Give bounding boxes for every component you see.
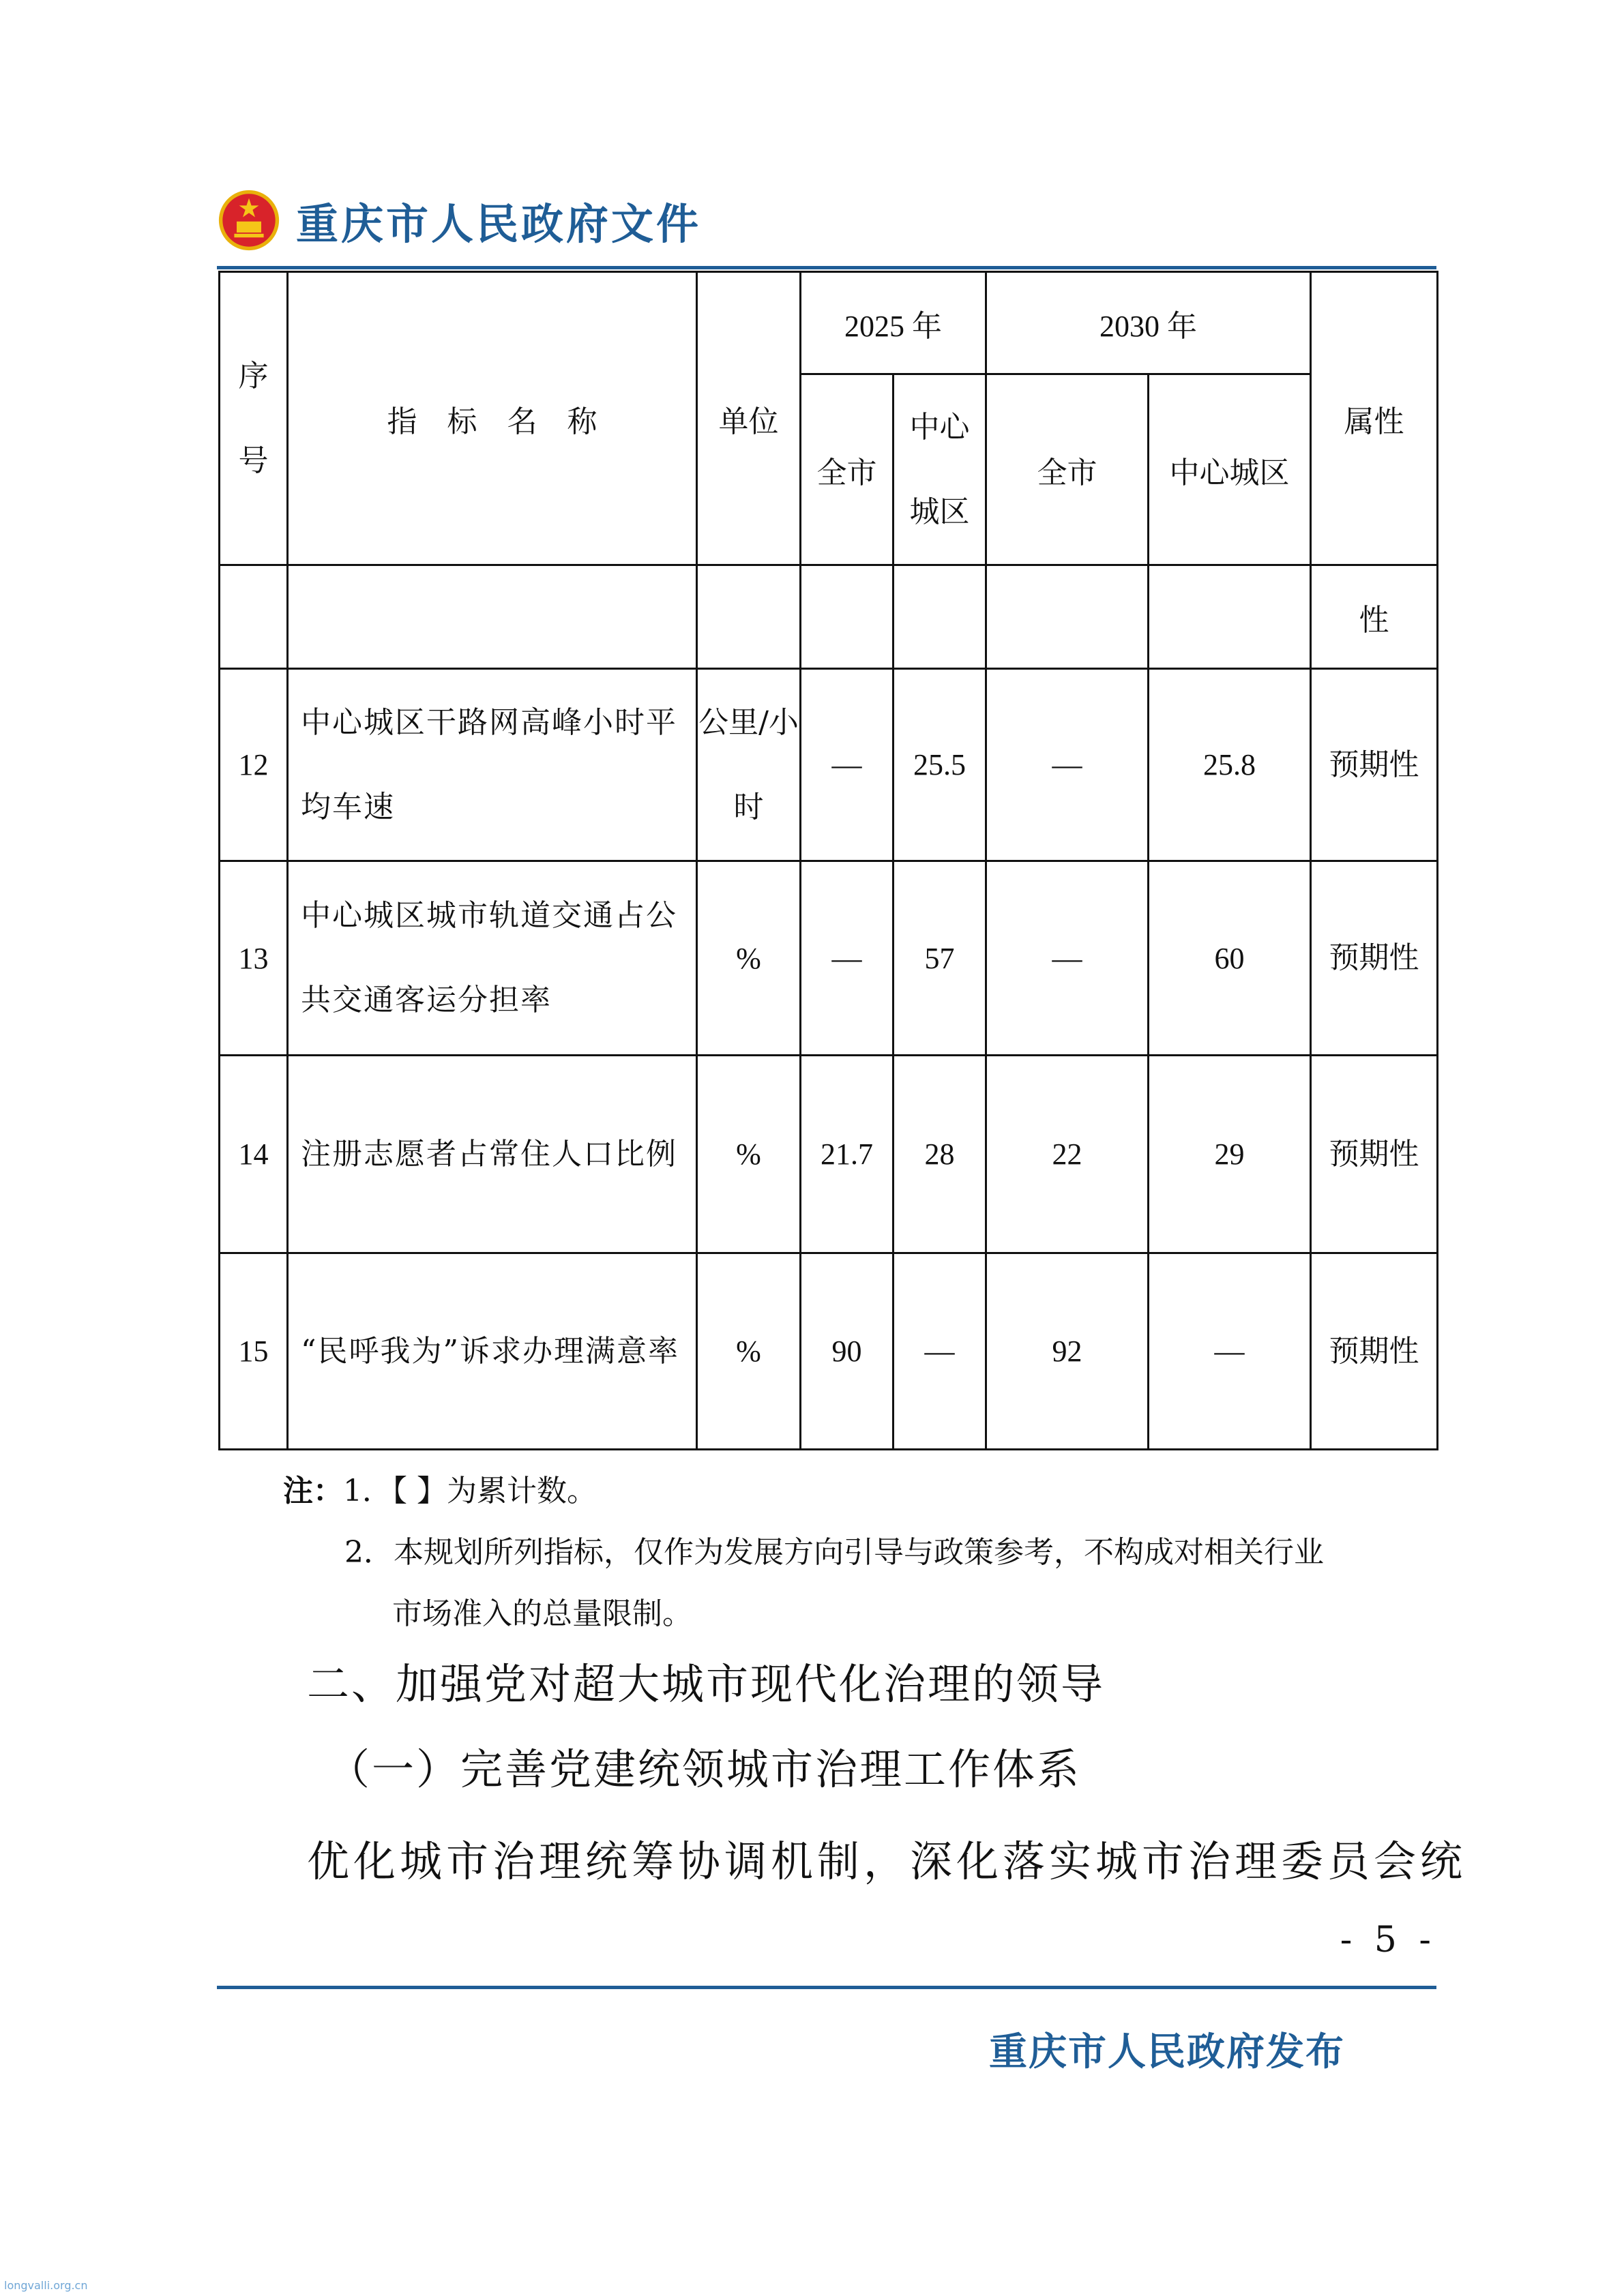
page-number: - 5 - <box>1340 1920 1436 1960</box>
section-heading: 二、加强党对超大城市现代化治理的领导 <box>307 1659 1106 1709</box>
table-row <box>220 669 1438 861</box>
row-seq: 12 <box>220 669 288 861</box>
header-2025-center: 中心 城区 <box>894 374 986 565</box>
note-2-cont: 市场准入的总量限制。 <box>392 1596 692 1631</box>
row-2025-all: — <box>801 669 894 861</box>
row-2025-all: 21.7 <box>801 1056 894 1253</box>
carry-over-row <box>220 565 1438 669</box>
row-2030-all: — <box>986 861 1149 1056</box>
row-2030-center: — <box>1149 1253 1311 1450</box>
indicator-table <box>218 271 1438 1450</box>
row-attr: 预期性 <box>1311 861 1438 1056</box>
header-2025-all: 全市 <box>801 374 894 565</box>
national-emblem-icon <box>218 190 280 251</box>
watermark: longvalli.org.cn <box>4 2279 88 2292</box>
row-2030-center: 25.8 <box>1149 669 1311 861</box>
note-1-text: 1．【 】为累计数。 <box>343 1474 597 1508</box>
table-row <box>220 1253 1438 1450</box>
header-title: 重庆市人民政府文件 <box>296 198 702 249</box>
row-name: 注册志愿者占常住人口比例 <box>288 1056 697 1253</box>
document-header <box>218 183 701 258</box>
row-attr: 预期性 <box>1311 1253 1438 1450</box>
row-2030-all: 22 <box>986 1056 1149 1253</box>
note-2: 2．本规划所列指标，仅作为发展方向引导与政策参考，不构成对相关行业 <box>344 1535 1324 1570</box>
row-unit: 公里/小时 <box>697 669 801 861</box>
header-unit: 单位 <box>697 272 801 565</box>
row-unit: % <box>697 1056 801 1253</box>
row-2030-all: 92 <box>986 1253 1149 1450</box>
header-2030: 2030 年 <box>986 272 1311 374</box>
row-2030-center: 29 <box>1149 1056 1311 1253</box>
footer-rule <box>217 1986 1436 1989</box>
row-2030-center: 60 <box>1149 861 1311 1056</box>
row-2025-all: — <box>801 861 894 1056</box>
row-unit: % <box>697 1253 801 1450</box>
row-name: 中心城区干路网高峰小时平均车速 <box>288 669 697 861</box>
row-2025-center: 57 <box>894 861 986 1056</box>
row-2025-all: 90 <box>801 1253 894 1450</box>
subsection-heading: （一）完善党建统领城市治理工作体系 <box>327 1744 1082 1794</box>
header-2030-all: 全市 <box>986 374 1149 565</box>
table-row <box>220 1056 1438 1253</box>
header-attr: 属性 <box>1311 272 1438 565</box>
row-2025-center: 28 <box>894 1056 986 1253</box>
row-2025-center: — <box>894 1253 986 1450</box>
row-name: 中心城区城市轨道交通占公共交通客运分担率 <box>288 861 697 1056</box>
row-2025-center: 25.5 <box>894 669 986 861</box>
row-attr: 预期性 <box>1311 1056 1438 1253</box>
table-row <box>220 861 1438 1056</box>
row-seq: 15 <box>220 1253 288 1450</box>
header-2030-center: 中心城区 <box>1149 374 1311 565</box>
carry-attr: 性 <box>1311 565 1438 669</box>
note-label: 注： <box>283 1474 343 1508</box>
row-2030-all: — <box>986 669 1149 861</box>
table-notes <box>283 1461 1443 1645</box>
row-seq: 14 <box>220 1056 288 1253</box>
header-name: 指 标 名 称 <box>288 272 697 565</box>
header-row-1 <box>220 272 1438 374</box>
row-attr: 预期性 <box>1311 669 1438 861</box>
body-paragraph: 优化城市治理统筹协调机制，深化落实城市治理委员会统 <box>307 1836 1467 1886</box>
header-2025: 2025 年 <box>801 272 986 374</box>
row-unit: % <box>697 861 801 1056</box>
note-1 <box>283 1461 1443 1522</box>
header-rule <box>217 266 1436 269</box>
footer-publisher: 重庆市人民政府发布 <box>989 2029 1345 2074</box>
header-seq: 序 号 <box>220 272 288 565</box>
row-name: “民呼我为”诉求办理满意率 <box>288 1253 697 1450</box>
row-seq: 13 <box>220 861 288 1056</box>
